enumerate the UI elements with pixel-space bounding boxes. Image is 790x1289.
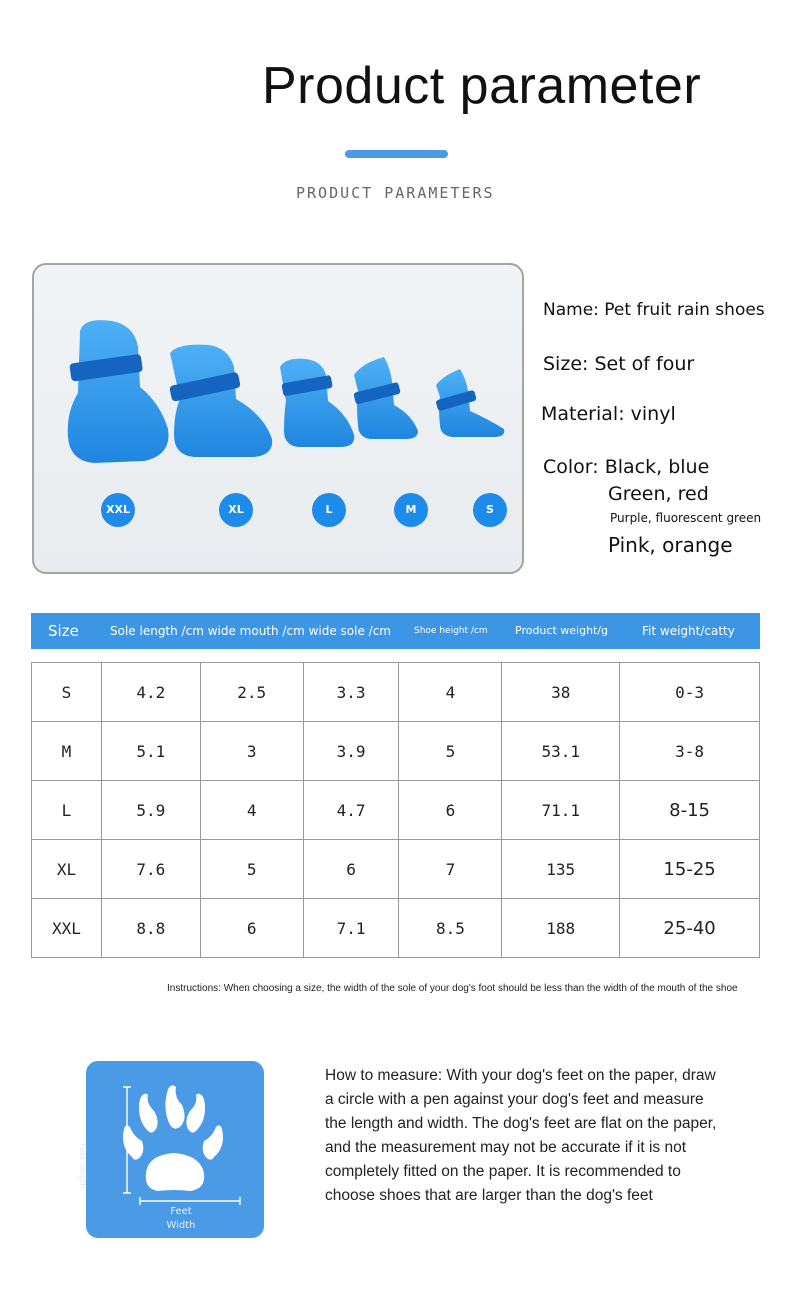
cell-mouth-width: 2.5	[200, 663, 303, 722]
cell-size: XXL	[32, 899, 102, 958]
cell-size: L	[32, 781, 102, 840]
how-to-measure-text: How to measure: With your dog's feet on the paper, draw a circle with a pen against your dog's feet and measure the length and width. The dog's feet are flat on the paper, and the measurement may not be accurate if it is not completely fitted on the paper. It is recommended to choose shoes that are larger than the dog's feet	[325, 1067, 717, 1204]
header-size: Size	[48, 622, 79, 640]
cell-mouth-width: 3	[200, 722, 303, 781]
header-fit-weight: Fit weight/catty	[642, 624, 735, 638]
cell-sole-width: 3.3	[303, 663, 399, 722]
shoe-l	[280, 359, 354, 447]
cell-sole-length: 7.6	[101, 840, 200, 899]
rain-shoes-illustration	[34, 265, 524, 574]
cell-shoe-height: 4	[399, 663, 502, 722]
page-title: Product parameter	[262, 57, 702, 115]
cell-product-weight: 188	[502, 899, 620, 958]
cell-shoe-height: 5	[399, 722, 502, 781]
size-instructions: Instructions: When choosing a size, the width of the sole of your dog's foot should be less than the width of the mouth of the shoe	[167, 983, 738, 994]
cell-mouth-width: 4	[200, 781, 303, 840]
cell-shoe-height: 6	[399, 781, 502, 840]
product-photo	[32, 263, 524, 574]
shoe-s	[435, 369, 504, 437]
table-row	[32, 663, 760, 722]
cell-sole-length: 5.1	[101, 722, 200, 781]
cell-mouth-width: 6	[200, 899, 303, 958]
spec-material: Material: vinyl	[541, 403, 676, 425]
spec-color-line-3: Purple, fluorescent green	[610, 511, 762, 525]
size-table	[31, 662, 760, 958]
feet-width-line-1: Feet	[170, 1206, 192, 1217]
cell-shoe-height: 8.5	[399, 899, 502, 958]
cell-fit-weight: 8-15	[620, 781, 760, 840]
cell-product-weight: 71.1	[502, 781, 620, 840]
cell-sole-width: 3.9	[303, 722, 399, 781]
cell-size: S	[32, 663, 102, 722]
spec-color-line-4: Pink, orange	[608, 533, 733, 557]
cell-fit-weight: 15-25	[620, 840, 760, 899]
size-label-m: M	[394, 493, 428, 527]
table-row	[32, 899, 760, 958]
cell-mouth-width: 5	[200, 840, 303, 899]
cell-shoe-height: 7	[399, 840, 502, 899]
cell-sole-width: 4.7	[303, 781, 399, 840]
size-label-xl: XL	[219, 493, 253, 527]
shoe-xl	[169, 345, 272, 457]
table-row	[32, 722, 760, 781]
table-row	[32, 781, 760, 840]
cell-fit-weight: 0-3	[620, 663, 760, 722]
shoe-xxl	[68, 320, 169, 463]
cell-size: XL	[32, 840, 102, 899]
cell-size: M	[32, 722, 102, 781]
header-shoe-height: Shoe height /cm	[414, 626, 488, 636]
size-label-s: S	[473, 493, 507, 527]
feet-width-label	[148, 1205, 214, 1233]
cell-sole-width: 7.1	[303, 899, 399, 958]
spec-color-line-1: Color: Black, blue	[543, 456, 710, 478]
cell-product-weight: 135	[502, 840, 620, 899]
table-row	[32, 840, 760, 899]
cell-product-weight: 53.1	[502, 722, 620, 781]
cell-sole-length: 8.8	[101, 899, 200, 958]
cell-sole-length: 4.2	[101, 663, 200, 722]
cell-product-weight: 38	[502, 663, 620, 722]
size-label-l: L	[312, 493, 346, 527]
cell-fit-weight: 3-8	[620, 722, 760, 781]
shoe-m	[353, 357, 418, 439]
spec-size: Size: Set of four	[543, 353, 695, 375]
cell-sole-width: 6	[303, 840, 399, 899]
section-subtitle: PRODUCT PARAMETERS	[296, 184, 495, 202]
feet-width-line-2: Width	[166, 1220, 196, 1231]
title-underline	[345, 150, 448, 158]
spec-color-line-2: Green, red	[608, 483, 709, 505]
size-table-header	[31, 613, 760, 649]
spec-name: Name: Pet fruit rain shoes	[543, 300, 765, 320]
header-dimensions: Sole length /cm wide mouth /cm wide sole /cm	[110, 624, 391, 638]
header-product-weight: Product weight/g	[515, 624, 609, 637]
foot-length-label: Foot length	[78, 1143, 87, 1189]
cell-sole-length: 5.9	[101, 781, 200, 840]
cell-fit-weight: 25-40	[620, 899, 760, 958]
size-label-xxl: XXL	[101, 493, 135, 527]
